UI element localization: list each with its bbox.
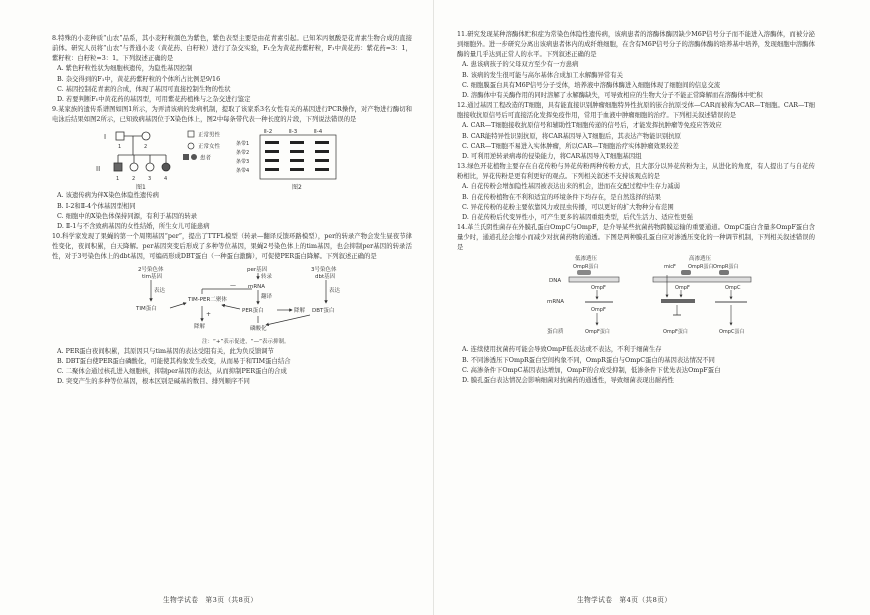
pedigree-I2 bbox=[142, 132, 150, 140]
gel-band bbox=[265, 159, 279, 162]
q9-stem: 9.某家族的遗传系谱图如图1所示，为弄清该病的发病机制，提取了该家系3名女性有关的基因进行PCR操作，对产物进行酶切和电泳后结果如图2所示，已知致病基因位于X染色体上，图2中每条带代表一种长度的片段，下列说法错误的是 bbox=[52, 106, 412, 124]
express-label-dbt: 表达 bbox=[329, 287, 341, 294]
gel-band bbox=[290, 141, 304, 144]
legend-normal-female: 正常女性 bbox=[198, 144, 221, 151]
q8-stem: 8.特殊的小麦种质“山农”品系，其小麦籽粒颜色为紫色，紫色表型主要是由花青素引起。已知苯丙氨酸是花青素生物合成的直接前体。研究人员将“山农”与普通小麦（黄花药、白籽粒）进行了杂交实验，F₁全为黄花药紫籽粒，F₁中黄花药：紫花药=3：1，紫籽粒：白籽粒=3：1。下列叙述正确的是 bbox=[52, 35, 412, 63]
q12-option-d: D. 可利用逆转录病毒的侵染能力，将CAR基因导入T细胞基因组 bbox=[462, 152, 642, 160]
generation-I-label: I bbox=[104, 133, 107, 142]
phosphorylation-label: 磷酸化 bbox=[250, 325, 267, 332]
ompr-protein-high: OmpR蛋白 bbox=[688, 264, 714, 271]
q13-option-b: B. 自花传粉植物在不利和适宜的环境条件下均存在，是自然选择的结果 bbox=[462, 193, 662, 201]
gel-electrophoresis bbox=[236, 129, 336, 191]
band-label-1: 条带1 bbox=[236, 141, 250, 148]
gel-band bbox=[290, 168, 304, 171]
pedigree-num: 2 bbox=[144, 144, 148, 151]
legend-male-icon bbox=[188, 131, 194, 137]
q10-option-b: B. DBT蛋白使PER蛋白磷酸化，可能使其构象发生改变，从而易于和TIM蛋白结合 bbox=[57, 357, 291, 365]
band-label-3: 条带3 bbox=[236, 159, 250, 166]
ompr-shape bbox=[577, 270, 591, 275]
lane-label-II2: Ⅱ-2 bbox=[264, 129, 273, 136]
q10-option-d: D. 突变产生的多种等位基因，根本区别是碱基的数目、排列顺序不同 bbox=[57, 377, 250, 385]
q8-option-b: B. 杂交得到的F₁中，黄花药紫籽粒的个体所占比例是9/16 bbox=[57, 75, 221, 83]
gel-band bbox=[315, 141, 329, 144]
lane-label-II4: Ⅱ-4 bbox=[314, 129, 323, 136]
ompr-shape bbox=[681, 270, 691, 275]
left-column bbox=[52, 34, 412, 387]
question-9 bbox=[52, 105, 412, 232]
q14-option-c: C. 高渗条件下OmpC基因表达增加，OmpF的合成受抑制，低渗条件下优先表达OmpF蛋白 bbox=[462, 366, 721, 374]
q10-diagram bbox=[52, 263, 412, 347]
tim-gene-label: tim基因 bbox=[142, 273, 163, 280]
ompr-protein-low: OmpR蛋白 bbox=[573, 264, 599, 271]
pedigree-num: 1 bbox=[116, 176, 120, 183]
q11-option-c: C. 细胞膜蛋白具有M6P信号分子受体，培养液中溶酶体酶进入细胞体现了细胞间的信息交流 bbox=[462, 81, 721, 89]
page-4 bbox=[435, 0, 870, 615]
band-label-2: 条带2 bbox=[236, 150, 250, 157]
legend-affected-female-icon bbox=[191, 154, 197, 160]
ompf-mrna-low: OmpF bbox=[591, 307, 606, 314]
tim-protein-label: TIM蛋白 bbox=[136, 305, 157, 312]
pedigree-num: 2 bbox=[132, 176, 136, 183]
generation-II-label: II bbox=[96, 165, 101, 174]
q11-option-b: B. 该病的发生很可能与高尔基体合成加工水解酶异常有关 bbox=[462, 71, 623, 79]
pedigree-chart bbox=[96, 132, 170, 191]
q10-stem: 10.科学家发现了果蝇的第一个周期基因“per”，提出了TTFL模型（转录—翻译反馈环路模型），per的转录产物会发生昼夜节律性变化，夜间积累，白天降解。per基因突变后形成了多种等位基因，果蝇2号染色体上的tim基因，也会抑制per基因的转录活性，对于3号染色体上的dbt基因，可编码形成DBT蛋白（一种蛋白激酶），可促使PER蛋白降解。下列叙述正确的是 bbox=[52, 233, 412, 261]
dna-strand-high bbox=[653, 277, 751, 282]
arrow bbox=[170, 303, 186, 308]
pedigree-num: 3 bbox=[148, 176, 152, 183]
arrow bbox=[222, 305, 240, 309]
pedigree-I1 bbox=[116, 132, 124, 140]
q8-option-a: A. 紫色籽粒性状为细胞核遗传，为隐性基因控制 bbox=[57, 65, 193, 73]
q12-option-a: A. CAR—T细胞接收抗原信号和辅助性T细胞传递的信号后，才能发挥抗肿瘤等免疫应答效应 bbox=[462, 122, 722, 130]
q12-option-b: B. CAR能特异性识别抗原，将CAR基因导入T细胞后，其表达产物能识别抗原 bbox=[462, 132, 681, 140]
dbt-gene-label: dbt基因 bbox=[315, 273, 336, 280]
legend-patient: 患者 bbox=[200, 155, 212, 162]
gel-band bbox=[315, 168, 329, 171]
ompf-gene-low: OmpF bbox=[591, 285, 606, 292]
transcribe-label: 转录 bbox=[261, 273, 273, 280]
degrade-label-left: 降解 bbox=[194, 323, 206, 330]
ttfl-pathway-diagram bbox=[52, 263, 412, 347]
protein-label: 蛋白质 bbox=[547, 329, 564, 336]
ompr-protein-high-2: OmpR蛋白 bbox=[713, 264, 739, 271]
gel-band bbox=[265, 150, 279, 153]
question-14 bbox=[457, 223, 815, 386]
ompc-gene-high: OmpC bbox=[725, 285, 741, 292]
q9-option-a: A. 该遗传病为伴X染色体隐性遗传病 bbox=[57, 192, 159, 200]
q10-option-c: C. 二聚体会通过核孔进入细胞核，抑制per基因的表达，从而抑制PER蛋白的合成 bbox=[57, 367, 287, 375]
q8-option-d: D. 若要判断F₁中黄花药的基因型，可用紫花药植株与之杂交进行鉴定 bbox=[57, 95, 251, 103]
per-protein-label: PER蛋白 bbox=[242, 307, 264, 314]
dna-strand-low bbox=[569, 277, 619, 282]
q11-option-d: D. 溶酶体中有关酶作用的同时溶解了水解酶缺失，可导致相应的生物大分子不能正常降解而在溶酶体中贮积 bbox=[462, 91, 763, 99]
q11-option-a: A. 患该病孩子的父母双方至少有一方患病 bbox=[462, 61, 579, 69]
q10-note: 注：“+”表示促进，“—”表示抑制。 bbox=[202, 338, 290, 345]
question-10 bbox=[52, 232, 412, 387]
ompc-protein-high: OmpC蛋白 bbox=[719, 329, 745, 336]
pedigree-II3 bbox=[146, 163, 154, 171]
dbt-protein-label: DBT蛋白 bbox=[312, 307, 335, 314]
plus-sign: + bbox=[206, 310, 212, 318]
figure-2-caption: 图2 bbox=[292, 184, 302, 192]
ompf-protein-high: OmpF蛋白 bbox=[663, 329, 688, 336]
pedigree-num: 4 bbox=[164, 176, 168, 183]
page-4-footer: 生物学试卷 第4页（共8页） bbox=[577, 596, 672, 604]
ompr-shape bbox=[719, 270, 729, 275]
dna-label: DNA bbox=[549, 278, 562, 285]
q10-option-a: A. PER蛋白夜间积累，其原因只与tim基因的表达受阻有关，此为负反馈调节 bbox=[57, 347, 274, 355]
q12-option-c: C. CAR—T细胞不易进入实体肿瘤，所以CAR—T细胞治疗实体肿瘤效果较差 bbox=[462, 142, 679, 150]
gel-band bbox=[290, 159, 304, 162]
q11-stem: 11.研究发现某种溶酶体贮积症为常染色体隐性遗传病，该病患者的溶酶体酶因缺少M6P信号分子而不能进入溶酶体，而被分泌到细胞外。进一步研究分离出该病患者体内的成纤维细胞，在含有M6P信号分子的溶酶体酶的培养基中培养，发现细胞中溶酶体酶的量几乎达到正常人的水平。下列叙述正确的是 bbox=[457, 31, 815, 59]
question-12 bbox=[457, 101, 815, 162]
ompf-protein-low: OmpF蛋白 bbox=[585, 329, 610, 336]
q14-option-b: B. 不同渗透压下OmpR蛋白空间构象不同，OmpR蛋白与OmpC蛋白的基因表达情况不同 bbox=[462, 356, 715, 364]
pedigree-and-gel bbox=[52, 125, 412, 191]
express-label: 表达 bbox=[154, 287, 166, 294]
band-label-4: 条带4 bbox=[236, 168, 250, 175]
pedigree-legend bbox=[183, 131, 221, 162]
mrna-duplex-high bbox=[661, 299, 695, 303]
pedigree-II4 bbox=[162, 163, 170, 171]
minus-sign: — bbox=[230, 281, 236, 289]
lane-label-II3: Ⅱ-3 bbox=[289, 129, 298, 136]
arrow bbox=[266, 315, 310, 325]
low-osmotic-label: 低渗透压 bbox=[575, 256, 598, 263]
micf-label: micF bbox=[664, 264, 676, 271]
gel-band bbox=[290, 150, 304, 153]
page-3-footer: 生物学试卷 第3页（共8页） bbox=[163, 596, 258, 604]
pedigree-num: 1 bbox=[118, 144, 122, 151]
q13-stem: 13.绿色开花植物主要存在自花传粉与异花传粉两种传粉方式，且大部分以异花传粉为主，从进化的角度，有人提出了与自花传粉相比，异花传粉是更有利更好的观点。下列相关叙述不支持该观点的是 bbox=[457, 163, 815, 181]
q9-option-c: C. 细胞中的X染色体保持同源，有利于基因的转录 bbox=[57, 212, 198, 220]
q12-stem: 12.通过基因工程改造的T细胞，具有能直接识别肿瘤细胞特异性抗原的嵌合抗原受体—CAR而被称为CAR—T细胞。CAR—T细胞接收抗原信号后可直接活化发挥免疫作用，常用于血液中肿瘤细胞的治疗。下列相关叙述错误的是 bbox=[457, 102, 815, 120]
q14-diagram bbox=[457, 253, 815, 345]
porin-regulation-diagram bbox=[457, 253, 815, 345]
q14-option-d: D. 膜孔蛋白表达情况会影响细菌对抗菌药的通透性，导致细菌表现出耐药性 bbox=[462, 376, 674, 384]
translate-label: 翻译 bbox=[261, 293, 273, 300]
q14-stem: 14.革兰氏阴性菌存在外膜孔蛋白OmpC与OmpF，是介导某些抗菌药物跨膜运输的重要通道。OmpC蛋白含量多OmpF蛋白含量少时，通道孔径会缩小而减少对抗菌药物的通透。下图是两种膜孔蛋白应对渗透压变化的一种调节机制，下列相关叙述错误的是 bbox=[457, 223, 815, 252]
gel-band bbox=[315, 150, 329, 153]
gel-band bbox=[265, 141, 279, 144]
mrna-label: mRNA bbox=[248, 283, 266, 290]
q13-option-a: A. 自花传粉会增加隐性基因被表达出来的机会，进而在交配过程中生存力减弱 bbox=[462, 183, 680, 191]
chr3-label: 3号染色体 bbox=[311, 266, 337, 273]
gel-band bbox=[315, 159, 329, 162]
q13-option-d: D. 自花传粉后代变异性小，可产生更多的基因重组类型，后代生活力、适应性更强 bbox=[462, 213, 693, 221]
pedigree-II1 bbox=[114, 163, 122, 171]
q9-option-b: B. Ⅰ-2和Ⅱ-4个体基因型相同 bbox=[57, 202, 136, 210]
legend-female-icon bbox=[188, 143, 194, 149]
per-gene-label: per基因 bbox=[247, 266, 268, 273]
legend-affected-male-icon bbox=[183, 154, 189, 160]
q8-option-c: C. 基因控制花青素的合成，体现了基因可直接控制生物的性状 bbox=[57, 85, 231, 93]
right-column bbox=[457, 30, 815, 386]
gel-band bbox=[265, 168, 279, 171]
question-13 bbox=[457, 162, 815, 223]
degrade-label-right: 降解 bbox=[294, 307, 306, 314]
question-8 bbox=[52, 34, 412, 105]
chr2-label: 2号染色体 bbox=[138, 266, 164, 273]
legend-normal-male: 正常男性 bbox=[198, 132, 221, 139]
q9-figures bbox=[52, 125, 412, 191]
question-11 bbox=[457, 30, 815, 101]
ompf-gene-high: OmpF bbox=[675, 285, 690, 292]
pedigree-II2 bbox=[130, 163, 138, 171]
q13-option-c: C. 异花传粉的花粉主要依靠风力或昆虫传播，可以更好的扩大物种分布范围 bbox=[462, 203, 674, 211]
mrna-label: mRNA bbox=[547, 299, 565, 306]
high-osmotic-label: 高渗透压 bbox=[689, 256, 712, 263]
complex-label: TIM-PER二聚体 bbox=[188, 296, 227, 303]
q14-option-a: A. 连续使用抗菌药可能会导致OmpF低表达或不表达，不利于细菌生存 bbox=[462, 346, 662, 354]
figure-1-caption: 图1 bbox=[136, 184, 146, 192]
q9-option-d: D. Ⅱ-1与不含致病基因的女性结婚，所生女儿可能患病 bbox=[57, 222, 210, 230]
